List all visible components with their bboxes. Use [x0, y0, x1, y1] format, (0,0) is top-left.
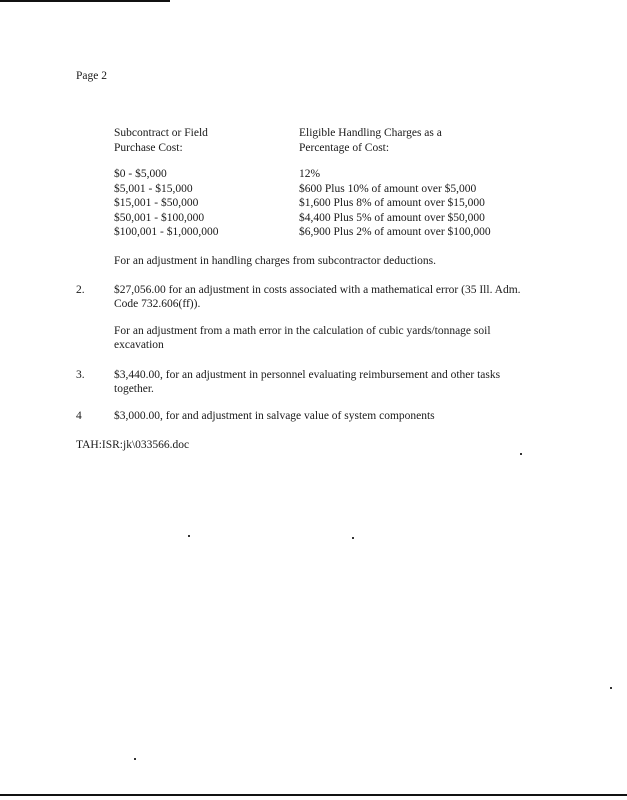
item-4-text: [114, 410, 435, 424]
item-4-line-1: $3,000.00, for and adjustment in salvage value of system components: [114, 410, 435, 422]
header-left-line-1: Subcontract or Field: [114, 127, 208, 139]
item-3-text: [114, 369, 500, 396]
footer-reference: TAH:ISR:jk\033566.doc: [76, 439, 190, 451]
scan-speck: [610, 687, 612, 689]
row-range: $0 - $5,000: [114, 168, 167, 180]
page-label: Page 2: [76, 70, 107, 82]
row-range: $100,001 - $1,000,000: [114, 226, 219, 238]
row-charge: $6,900 Plus 2% of amount over $100,000: [299, 226, 491, 238]
scan-speck: [188, 535, 190, 537]
item-3-line-2: together.: [114, 382, 154, 395]
table-header: [114, 126, 534, 155]
row-charge: $4,400 Plus 5% of amount over $50,000: [299, 211, 485, 224]
row-charge: $1,600 Plus 8% of amount over $15,000: [299, 197, 485, 209]
table-row: [114, 211, 534, 226]
item-2-text: [114, 284, 521, 311]
header-right: [299, 126, 534, 155]
top-rule: [0, 0, 170, 2]
item-number-3: 3.: [76, 369, 85, 381]
table-row: [114, 182, 534, 197]
header-right-line-2: Percentage of Cost:: [299, 141, 390, 154]
handling-note: For an adjustment in handling charges from subcontractor deductions.: [114, 255, 437, 267]
header-right-line-1: Eligible Handling Charges as a: [299, 127, 442, 139]
item-number-2: 2.: [76, 284, 85, 296]
scan-speck: [520, 453, 522, 455]
row-charge: 12%: [299, 168, 321, 180]
scan-speck: [352, 537, 354, 539]
item-2-line-2: Code 732.606(ff)).: [114, 297, 201, 310]
item-3-line-1: $3,440.00, for an adjustment in personnel evaluating reimbursement and other tasks: [114, 369, 501, 381]
table-row: [114, 167, 534, 182]
row-range: $50,001 - $100,000: [114, 211, 205, 224]
row-charge: $600 Plus 10% of amount over $5,000: [299, 182, 477, 195]
scan-speck: [134, 758, 136, 760]
table-row: [114, 225, 534, 240]
item-2-line-1: $27,056.00 for an adjustment in costs associated with a mathematical error (35 Ill. Adm.: [114, 284, 521, 296]
table-row: [114, 196, 534, 211]
math-note-line-2: excavation: [114, 338, 164, 351]
header-left: [114, 126, 299, 155]
row-range: $15,001 - $50,000: [114, 197, 199, 209]
math-note: [114, 325, 491, 352]
bottom-rule: [0, 794, 627, 796]
handling-charges-table: [114, 126, 534, 240]
item-number-4: 4: [76, 410, 82, 422]
header-left-line-2: Purchase Cost:: [114, 141, 183, 154]
row-range: $5,001 - $15,000: [114, 182, 193, 195]
math-note-line-1: For an adjustment from a math error in the calculation of cubic yards/tonnage soil: [114, 325, 491, 337]
